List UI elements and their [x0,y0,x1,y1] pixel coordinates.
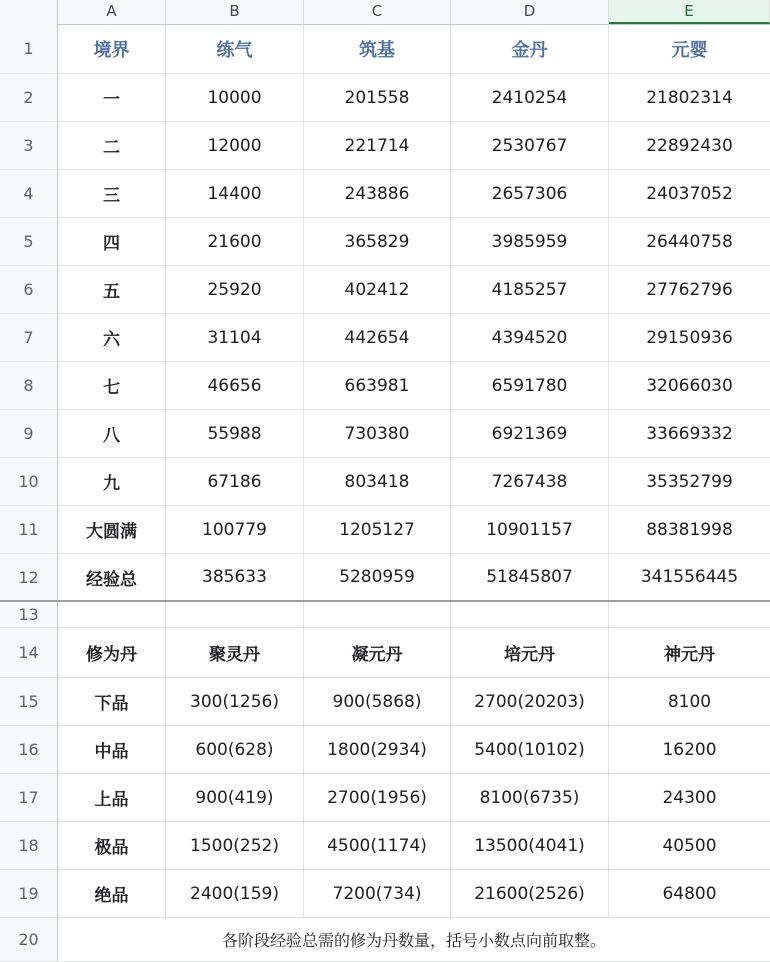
row-number[interactable]: 8 [0,362,58,409]
data-cell[interactable]: 7200(734) [304,870,451,917]
row-number[interactable]: 18 [0,822,58,869]
data-cell[interactable]: 31104 [166,314,304,361]
sheet-row-8 [0,362,770,410]
grade-label-cell[interactable]: 中品 [58,726,166,773]
data-cell[interactable]: 14400 [166,170,304,217]
header-cell-b[interactable]: 练气 [166,24,304,73]
data-cell[interactable]: 55988 [166,410,304,457]
data-cell[interactable]: 22892430 [646,135,733,156]
data-cell[interactable]: 402412 [304,266,451,313]
row-label-cell[interactable]: 六 [58,314,166,361]
grade-label-cell[interactable]: 下品 [58,678,166,725]
data-cell[interactable]: 5400(10102) [451,726,609,773]
grade-label-cell[interactable]: 极品 [58,822,166,869]
data-cell[interactable]: 365829 [304,218,451,265]
sheet-row-15 [0,678,770,726]
row-number[interactable]: 11 [0,506,58,553]
data-cell[interactable]: 64800 [662,883,717,904]
data-cell[interactable]: 2700(20203) [451,678,609,725]
grade-label-cell[interactable]: 上品 [58,774,166,821]
note-cell[interactable]: 各阶段经验总需的修为丹数量，括号小数点向前取整。 [221,931,606,950]
data-cell[interactable]: 13500(4041) [451,822,609,869]
column-header-d[interactable]: D [451,0,609,24]
row-number[interactable]: 13 [0,602,58,627]
row-label-cell[interactable]: 九 [58,458,166,505]
row-label-cell[interactable]: 二 [58,122,166,169]
data-cell[interactable]: 2700(1956) [304,774,451,821]
data-cell[interactable]: 21802314 [646,87,733,108]
row-label-cell[interactable]: 四 [58,218,166,265]
sheet-row-16 [0,726,770,774]
data-cell[interactable]: 243886 [304,170,451,217]
data-cell[interactable]: 900(5868) [304,678,451,725]
column-header-b[interactable]: B [166,0,304,24]
data-cell[interactable]: 100779 [166,506,304,553]
empty-cell[interactable] [451,602,609,627]
data-cell[interactable]: 663981 [304,362,451,409]
empty-cell[interactable] [58,602,166,627]
sheet-row-14 [0,628,770,678]
data-cell[interactable]: 21600 [166,218,304,265]
data-cell[interactable]: 4185257 [451,266,609,313]
row-number[interactable]: 15 [0,678,58,725]
data-cell[interactable]: 2657306 [451,170,609,217]
column-header-e[interactable]: E [609,0,770,24]
pill-header-cell-c[interactable]: 凝元丹 [304,628,451,677]
data-cell[interactable]: 32066030 [646,375,733,396]
data-cell[interactable]: 730380 [304,410,451,457]
data-cell[interactable]: 221714 [304,122,451,169]
row-number[interactable]: 14 [0,628,58,677]
data-cell[interactable]: 803418 [304,458,451,505]
data-cell[interactable]: 300(1256) [166,678,304,725]
row-number[interactable]: 20 [0,918,58,961]
sheet-row-4 [0,170,770,218]
data-cell[interactable]: 900(419) [166,774,304,821]
empty-cell[interactable] [609,602,770,627]
data-cell[interactable]: 10000 [166,74,304,121]
data-cell[interactable]: 33669332 [646,423,733,444]
sheet-row-10 [0,458,770,506]
row-label-cell[interactable]: 大圆满 [58,506,166,553]
data-cell[interactable]: 67186 [166,458,304,505]
pill-header-cell-b[interactable]: 聚灵丹 [166,628,304,677]
data-cell[interactable]: 341556445 [640,567,739,587]
data-cell[interactable]: 88381998 [646,519,733,540]
data-cell[interactable]: 4394520 [451,314,609,361]
pill-header-cell-a[interactable]: 修为丹 [58,628,166,677]
data-cell[interactable]: 10901157 [451,506,609,553]
data-cell[interactable]: 1205127 [304,506,451,553]
empty-cell[interactable] [166,602,304,627]
row-number[interactable]: 17 [0,774,58,821]
data-cell[interactable]: 24300 [662,787,717,808]
data-cell[interactable]: 1800(2934) [304,726,451,773]
row-number[interactable]: 6 [0,266,58,313]
data-cell[interactable]: 1500(252) [166,822,304,869]
row-number[interactable]: 7 [0,314,58,361]
row-label-cell[interactable]: 经验总 [58,554,166,600]
data-cell[interactable]: 5280959 [304,554,451,600]
sheet-row-11 [0,506,770,554]
data-cell[interactable]: 8100(6735) [451,774,609,821]
sheet-row-7 [0,314,770,362]
data-cell[interactable]: 51845807 [451,554,609,600]
sheet-row-9 [0,410,770,458]
row-label-cell[interactable]: 七 [58,362,166,409]
pill-header-cell-d[interactable]: 培元丹 [451,628,609,677]
data-cell[interactable]: 27762796 [646,279,733,300]
data-cell[interactable]: 24037052 [646,183,733,204]
data-cell[interactable]: 8100 [667,691,712,712]
data-cell[interactable]: 46656 [166,362,304,409]
data-cell[interactable]: 385633 [166,554,304,600]
row-number[interactable]: 9 [0,410,58,457]
row-number[interactable]: 12 [0,554,58,600]
grade-label-cell[interactable]: 绝品 [58,870,166,917]
sheet-row-5 [0,218,770,266]
data-cell[interactable]: 26440758 [646,231,733,252]
sheet-row-18 [0,822,770,870]
data-cell[interactable]: 21600(2526) [451,870,609,917]
data-cell[interactable]: 201558 [304,74,451,121]
column-header-a[interactable]: A [58,0,166,24]
sheet-row-20 [0,918,770,962]
sheet-row-12 [0,554,770,602]
data-cell[interactable]: 4500(1174) [304,822,451,869]
row-number[interactable]: 16 [0,726,58,773]
sheet-row-6 [0,266,770,314]
data-cell[interactable]: 12000 [166,122,304,169]
sheet-row-13 [0,602,770,628]
pill-header-cell-e[interactable]: 神元丹 [664,645,715,665]
row-label-cell[interactable]: 三 [58,170,166,217]
row-number[interactable]: 5 [0,218,58,265]
data-cell[interactable]: 2400(159) [166,870,304,917]
data-cell[interactable]: 16200 [662,739,717,760]
data-cell[interactable]: 29150936 [646,327,733,348]
header-cell-c[interactable]: 筑基 [304,24,451,73]
sheet-row-3 [0,122,770,170]
data-cell[interactable]: 35352799 [646,471,733,492]
sheet-row-19 [0,870,770,918]
empty-cell[interactable] [304,602,451,627]
select-all-corner[interactable] [0,0,58,24]
data-cell[interactable]: 2530767 [451,122,609,169]
sheet-row-2 [0,74,770,122]
data-cell[interactable]: 25920 [166,266,304,313]
data-cell[interactable]: 6921369 [451,410,609,457]
row-number[interactable]: 4 [0,170,58,217]
data-cell[interactable]: 7267438 [451,458,609,505]
data-cell[interactable]: 2410254 [451,74,609,121]
data-cell[interactable]: 442654 [304,314,451,361]
sheet-row-17 [0,774,770,822]
column-header-c[interactable]: C [304,0,451,24]
data-cell[interactable]: 40500 [662,835,717,856]
row-number[interactable]: 19 [0,870,58,917]
row-label-cell[interactable]: 八 [58,410,166,457]
header-cell-e[interactable]: 元婴 [671,39,708,61]
row-number[interactable]: 3 [0,122,58,169]
data-cell[interactable]: 600(628) [166,726,304,773]
data-cell[interactable]: 6591780 [451,362,609,409]
row-label-cell[interactable]: 五 [58,266,166,313]
row-number[interactable]: 2 [0,74,58,121]
row-number[interactable]: 1 [0,24,58,73]
header-cell-a[interactable]: 境界 [58,24,166,73]
row-label-cell[interactable]: 一 [58,74,166,121]
header-cell-d[interactable]: 金丹 [451,24,609,73]
sheet-row-1 [0,24,770,74]
data-cell[interactable]: 3985959 [451,218,609,265]
row-number[interactable]: 10 [0,458,58,505]
